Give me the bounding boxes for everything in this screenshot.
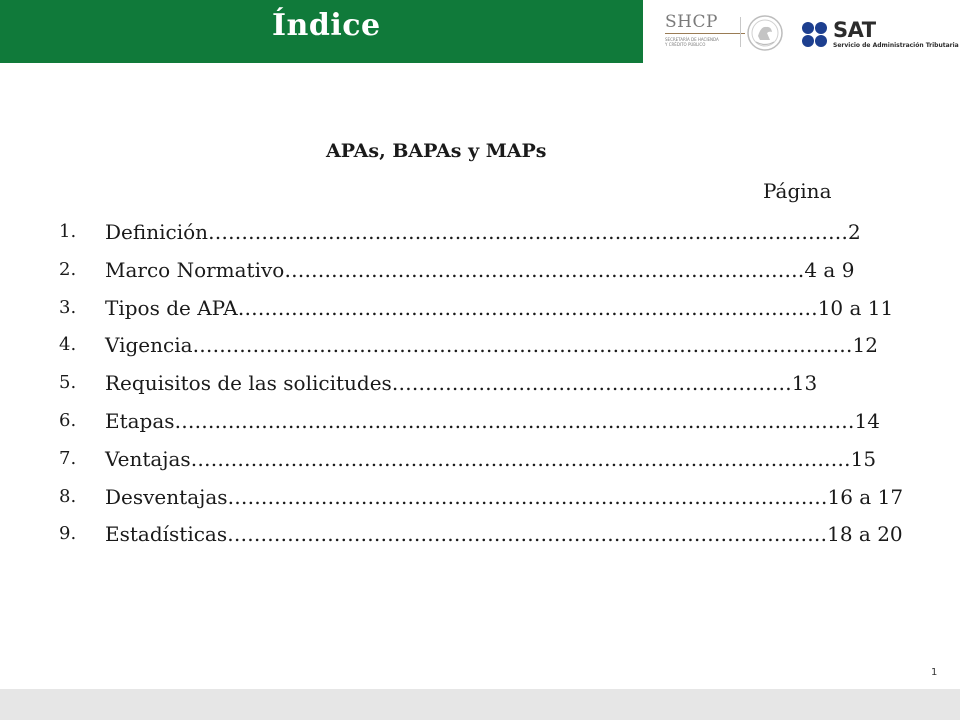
toc-item-text: Marco Normativo……………………………………………………………………4 a 9 — [105, 257, 855, 282]
sat-dots-icon — [801, 21, 829, 49]
shcp-logo-subtitle — [665, 37, 719, 47]
logo-separator — [740, 17, 741, 47]
toc-item-number: 1. — [59, 221, 77, 242]
logo-area — [643, 0, 960, 63]
shcp-logo-subtitle-line1: SECRETARÍA DE HACIENDA — [665, 37, 719, 42]
toc-item-text: Requisitos de las solicitudes……………………………………………………13 — [105, 371, 818, 396]
toc-item — [59, 253, 899, 291]
toc-item-text: Etapas…………………………………………………………………………………………14 — [105, 408, 880, 433]
table-of-contents — [59, 215, 904, 555]
sat-logo-subtitle: Servicio de Administración Tributaria — [833, 42, 959, 49]
toc-item-text: Estadísticas………………………………………………………………………………18 a 20 — [105, 522, 903, 547]
mexico-coat-of-arms-icon — [746, 14, 784, 52]
shcp-logo-subtitle-line2: Y CRÉDITO PÚBLICO — [665, 42, 706, 47]
toc-item-number: 9. — [59, 523, 77, 545]
toc-item-number: 6. — [59, 409, 77, 431]
toc-item-number: 8. — [59, 485, 77, 507]
toc-item — [59, 517, 903, 555]
toc-item — [59, 291, 899, 329]
toc-item-number: 2. — [59, 258, 77, 280]
toc-item — [59, 404, 899, 442]
toc-item-text: Definición……………………………………………………………………………………2 — [105, 220, 861, 244]
section-subtitle: APAs, BAPAs y MAPs — [326, 140, 547, 162]
toc-item-text: Ventajas………………………………………………………………………………………15 — [105, 446, 877, 471]
footer-band — [0, 689, 960, 720]
title-bar — [0, 0, 643, 63]
shcp-logo — [665, 12, 751, 56]
toc-item-number: 3. — [59, 296, 77, 318]
toc-item-number: 4. — [59, 334, 77, 356]
toc-item — [59, 366, 899, 404]
shcp-logo-divider — [665, 33, 745, 34]
page-column-label: Página — [763, 179, 832, 203]
toc-item-number: 7. — [59, 447, 77, 469]
toc-item-text: Desventajas………………………………………………………………………………16 a 17 — [105, 484, 904, 509]
toc-item-number: 5. — [59, 372, 77, 394]
toc-item — [59, 328, 899, 366]
sat-logo-word: SAT — [833, 18, 876, 42]
shcp-logo-word: SHCP — [665, 12, 718, 32]
toc-item — [59, 442, 899, 480]
toc-item — [59, 215, 899, 253]
toc-item-text: Tipos de APA……………………………………………………………………………10 a 11 — [105, 295, 894, 320]
slide-page-number: 1 — [931, 667, 938, 678]
toc-item — [59, 480, 904, 518]
toc-item-text: Vigencia………………………………………………………………………………………12 — [105, 333, 878, 358]
slide-title: Índice — [272, 8, 381, 43]
